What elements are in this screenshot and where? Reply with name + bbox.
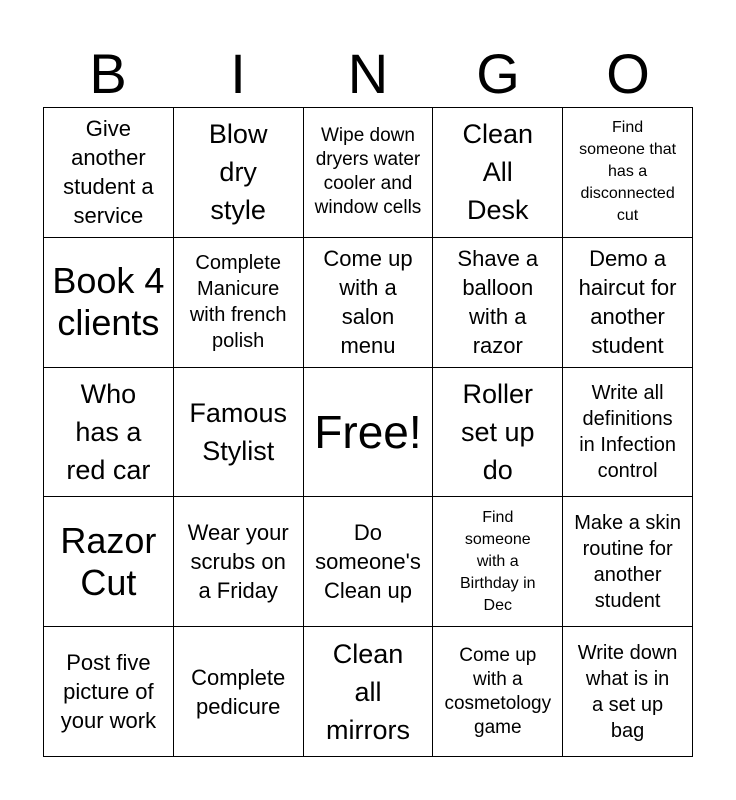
cell-text: Come up with a cosmetology game [444,644,552,738]
cell-text: Find someone that has a disconnected cut [579,119,677,225]
cell-text: Clean All Desk [462,119,534,226]
header-letter-n: N [347,42,389,105]
cell-text: Find someone with a Birthday in Dec [459,508,536,614]
bingo-cell[interactable] [433,627,563,757]
header-letter-o: O [606,42,650,105]
bingo-board [43,107,693,757]
cell-text: Make a skin routine for another student [574,511,681,612]
bingo-cell[interactable] [174,627,304,757]
cell-text: Demo a haircut for another student [578,246,677,359]
bingo-cell[interactable] [563,108,693,238]
header-letter-g: G [476,42,520,105]
free-space-text: Free! [314,405,422,458]
bingo-cell[interactable] [174,497,304,627]
header-letter-b: B [89,42,127,105]
bingo-cell[interactable] [433,497,563,627]
bingo-cell[interactable] [563,238,693,368]
cell-text: Roller set up do [461,378,535,485]
cell-text: Write all definitions in Infection control [579,381,676,482]
bingo-cell-free[interactable] [304,368,434,498]
cell-text: Complete pedicure [191,664,286,719]
cell-text: Give another student a service [63,116,154,229]
bingo-cell[interactable] [174,108,304,238]
bingo-cell[interactable] [563,497,693,627]
cell-text: Wear your scrubs on a Friday [187,520,289,604]
cell-text: Shave a balloon with a razor [457,246,539,359]
cell-text: Blow dry style [208,119,268,226]
cell-text: Razor Cut [60,519,157,603]
bingo-cell[interactable] [304,238,434,368]
cell-text: Book 4 clients [52,260,165,344]
bingo-cell[interactable] [44,238,174,368]
cell-text: Come up with a salon menu [323,246,413,359]
bingo-cell[interactable] [433,238,563,368]
cell-text: Famous Stylist [189,397,287,466]
bingo-cell[interactable] [304,497,434,627]
bingo-cell[interactable] [563,627,693,757]
bingo-cell[interactable] [174,238,304,368]
bingo-cell[interactable] [174,368,304,498]
cell-text: Wipe down dryers water cooler and window cells [314,125,422,219]
bingo-cell[interactable] [304,627,434,757]
cell-text: Write down what is in a set up bag [577,641,678,742]
cell-text: Complete Manicure with french polish [189,252,287,353]
bingo-cell[interactable] [44,497,174,627]
bingo-cell[interactable] [304,108,434,238]
bingo-cell[interactable] [44,108,174,238]
bingo-cell[interactable] [433,368,563,498]
bingo-cell[interactable] [563,368,693,498]
header-letter-i: I [230,42,246,105]
cell-text: Who has a red car [66,378,151,485]
bingo-cell[interactable] [44,627,174,757]
bingo-header [43,40,693,108]
cell-text: Do someone's Clean up [315,520,421,604]
bingo-cell[interactable] [44,368,174,498]
cell-text: Post five picture of your work [60,650,157,734]
bingo-cell[interactable] [433,108,563,238]
cell-text: Clean all mirrors [326,638,410,745]
